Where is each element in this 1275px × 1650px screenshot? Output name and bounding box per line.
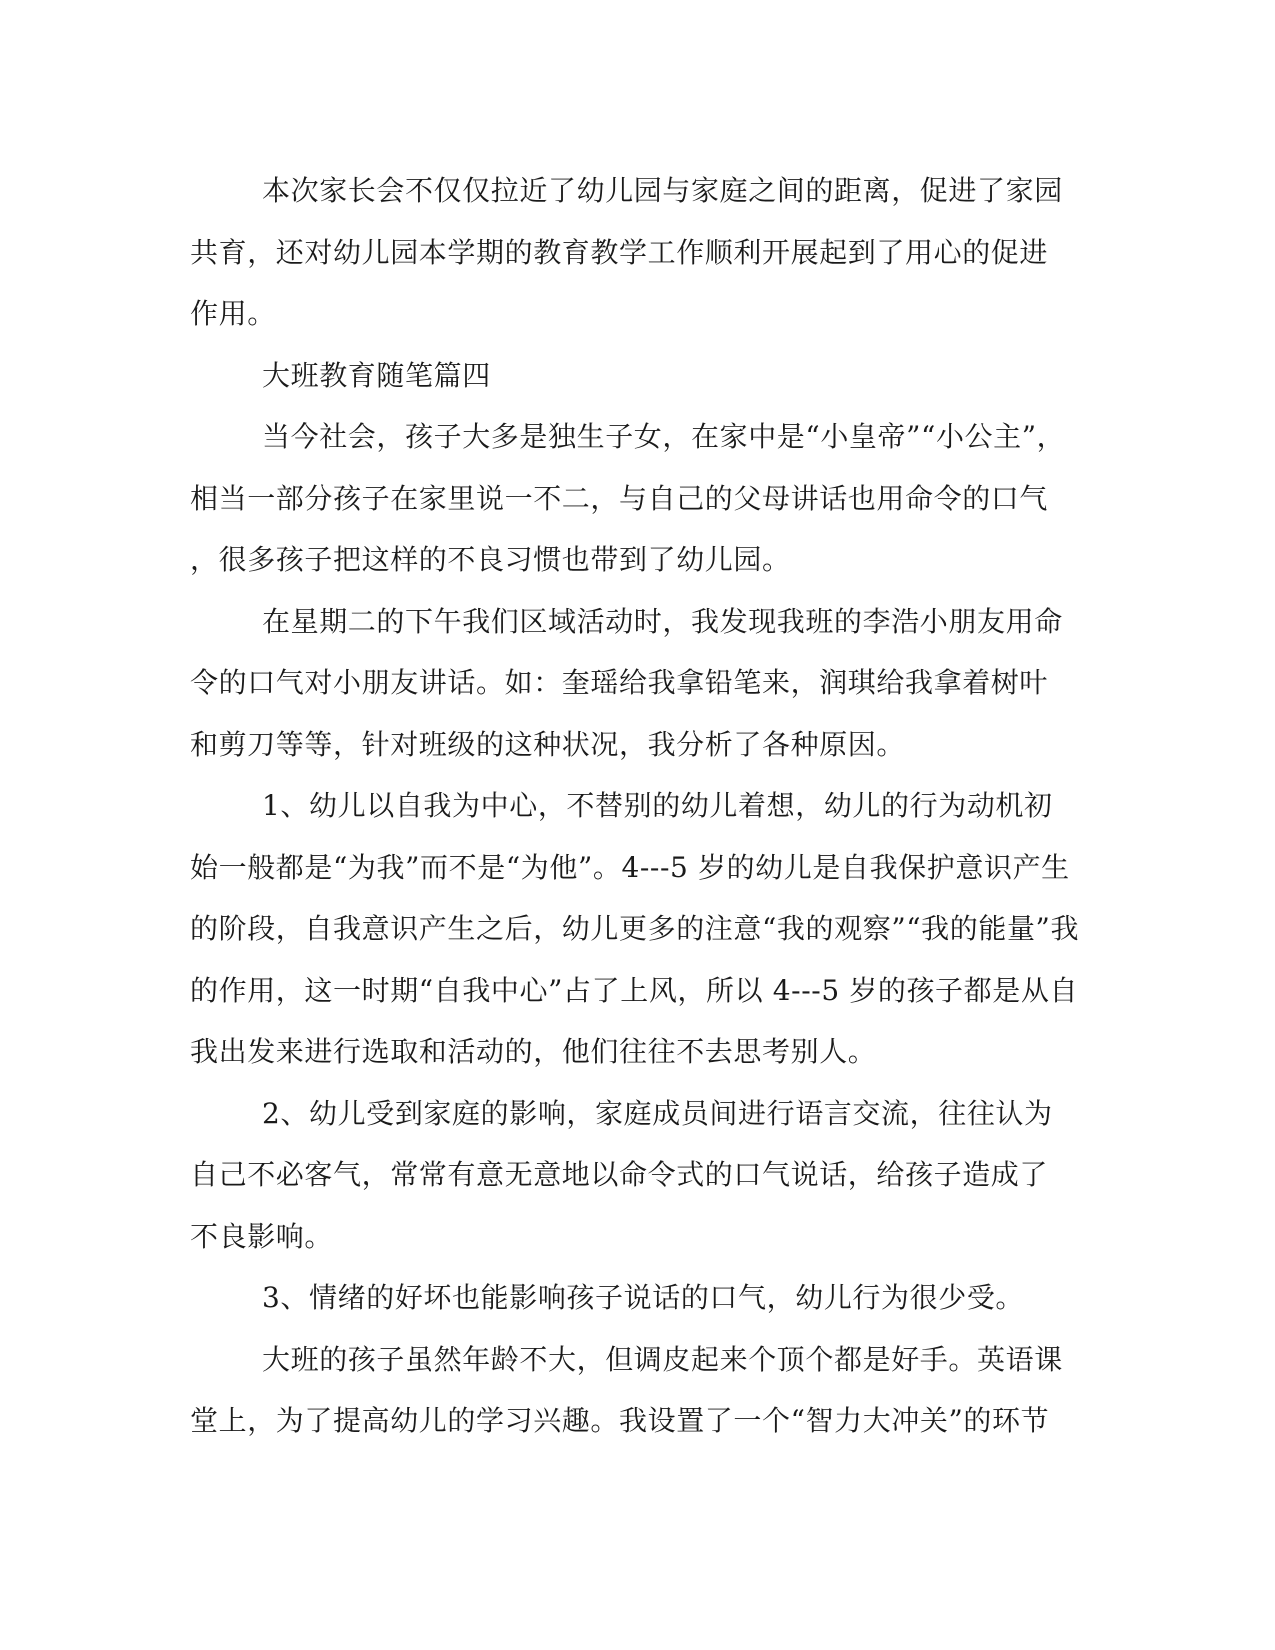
text-line: 本次家长会不仅仅拉近了幼儿园与家庭之间的距离，促进了家园 — [262, 174, 1063, 207]
text-line: 2、幼儿受到家庭的影响，家庭成员间进行语言交流，往往认为 — [262, 1096, 1053, 1130]
text-line: 始一般都是“为我”而不是“为他”。4---5 岁的幼儿是自我保护意识产生 — [190, 850, 1070, 884]
text-line: 共育，还对幼儿园本学期的教育教学工作顺利开展起到了用心的促进 — [190, 235, 1049, 269]
text-line: 堂上，为了提高幼儿的学习兴趣。我设置了一个“智力大冲关”的环节 — [190, 1404, 1050, 1437]
text-line: 作用。 — [190, 297, 276, 330]
text-line: 大班的孩子虽然年龄不大，但调皮起来个顶个都是好手。英语课 — [262, 1342, 1063, 1376]
text-line: 自己不必客气，常常有意无意地以命令式的口气说话，给孩子造成了 — [190, 1158, 1049, 1191]
text-line: 令的口气对小朋友讲话。如：奎瑶给我拿铅笔来，润琪给我拿着树叶 — [190, 666, 1049, 699]
text-line: 和剪刀等等，针对班级的这种状况，我分析了各种原因。 — [190, 727, 906, 761]
text-line: 相当一部分孩子在家里说一不二，与自己的父母讲话也用命令的口气 — [190, 481, 1049, 515]
text-line: 不良影响。 — [190, 1219, 334, 1253]
section-heading: 大班教育随笔篇四 — [262, 358, 491, 392]
text-line: ，很多孩子把这样的不良习惯也带到了幼儿园。 — [190, 543, 791, 576]
text-line: 的作用，这一时期“自我中心”占了上风，所以 4---5 岁的孩子都是从自 — [190, 973, 1079, 1007]
text-line: 在星期二的下午我们区域活动时，我发现我班的李浩小朋友用命 — [262, 604, 1063, 638]
text-line: 当今社会，孩子大多是独生子女，在家中是“小皇帝”“小公主”， — [262, 420, 1066, 453]
text-line: 1、幼儿以自我为中心，不替别的幼儿着想，幼儿的行为动机初 — [262, 789, 1053, 822]
text-line: 3、情绪的好坏也能影响孩子说话的口气，幼儿行为很少受。 — [262, 1281, 1025, 1314]
text-line: 的阶段，自我意识产生之后，幼儿更多的注意“我的观察”“我的能量”我 — [190, 912, 1080, 945]
document-page — [190, 160, 1090, 1452]
text-line: 我出发来进行选取和活动的，他们往往不去思考别人。 — [190, 1035, 877, 1068]
